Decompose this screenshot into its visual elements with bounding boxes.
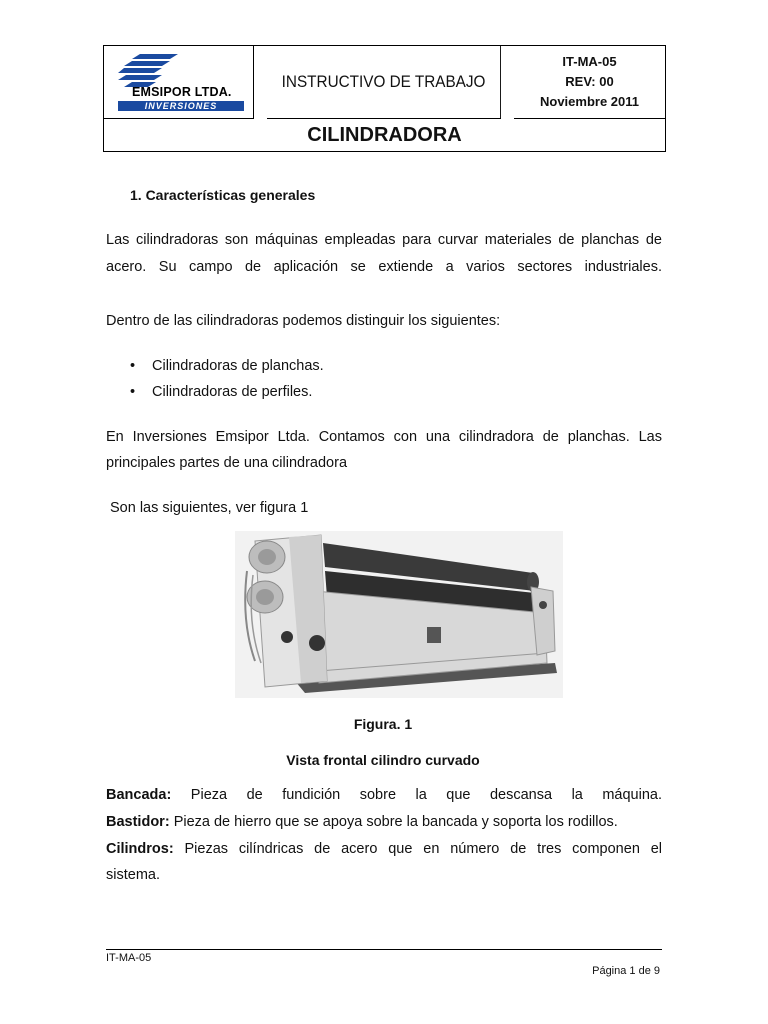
footer-divider — [106, 949, 662, 950]
definition-bancada — [106, 782, 662, 809]
bullet-icon: • — [130, 384, 136, 400]
company-paragraph-line1: En Inversiones Emsipor Ltda. Contamos con una cilindradora de planchas. Las — [106, 429, 662, 445]
doc-date: Noviembre 2011 — [539, 94, 639, 109]
logo-subtitle: INVERSIONES — [118, 101, 244, 111]
doc-code-cell — [514, 46, 665, 119]
see-figure-text: Son las siguientes, ver figura 1 — [110, 500, 309, 516]
machine-photo — [235, 531, 563, 698]
document-header — [103, 45, 666, 152]
doc-revision: REV: 00 — [565, 74, 614, 89]
list-item-text: Cilindradoras de perfiles. — [152, 384, 313, 400]
figure-caption: Vista frontal cilindro curvado — [286, 752, 480, 768]
list-item-text: Cilindradoras de planchas. — [152, 358, 324, 374]
definition-term: Cilindros: — [106, 841, 174, 857]
definition-bastidor — [106, 809, 662, 836]
footer-doc-code: IT-MA-05 — [106, 952, 152, 964]
definition-cilindros-tail: sistema. — [106, 867, 160, 883]
company-logo — [118, 54, 246, 112]
logo-stripes-icon — [118, 54, 178, 88]
doc-title-cell — [104, 119, 665, 151]
logo-cell — [104, 46, 254, 119]
doc-type: INSTRUCTIVO DE TRABAJO — [281, 72, 486, 91]
page-number: Página 1 de 9 — [592, 965, 660, 977]
definition-term: Bastidor: — [106, 814, 170, 830]
definition-term: Bancada: — [106, 787, 172, 803]
definition-text: Pieza de hierro que se apoya sobre la bancada y soporta los rodillos. — [173, 814, 618, 830]
intro-paragraph-line2: acero. Su campo de aplicación se extiende a varios sectores industriales. — [106, 259, 662, 275]
doc-type-cell — [267, 46, 501, 119]
figure-label: Figura. 1 — [353, 716, 413, 732]
distinguish-paragraph: Dentro de las cilindradoras podemos distinguir los siguientes: — [106, 313, 501, 329]
intro-paragraph-line1: Las cilindradoras son máquinas empleadas para curvar materiales de planchas de — [106, 232, 662, 248]
definition-text: Pieza de fundición sobre la que descansa la máquina. — [190, 787, 663, 803]
definition-cilindros — [106, 836, 662, 863]
company-paragraph-line2: principales partes de una cilindradora — [106, 455, 348, 471]
definition-text: Piezas cilíndricas de acero que en número de tres componen el — [184, 841, 662, 857]
doc-code: IT-MA-05 — [562, 54, 617, 69]
bullet-icon: • — [130, 358, 136, 374]
section-heading: 1. Características generales — [130, 187, 316, 203]
page-title: CILINDRADORA — [307, 123, 462, 146]
plate-rolling-machine-image — [235, 531, 563, 698]
logo-company-name: EMSIPOR LTDA. — [132, 85, 232, 99]
